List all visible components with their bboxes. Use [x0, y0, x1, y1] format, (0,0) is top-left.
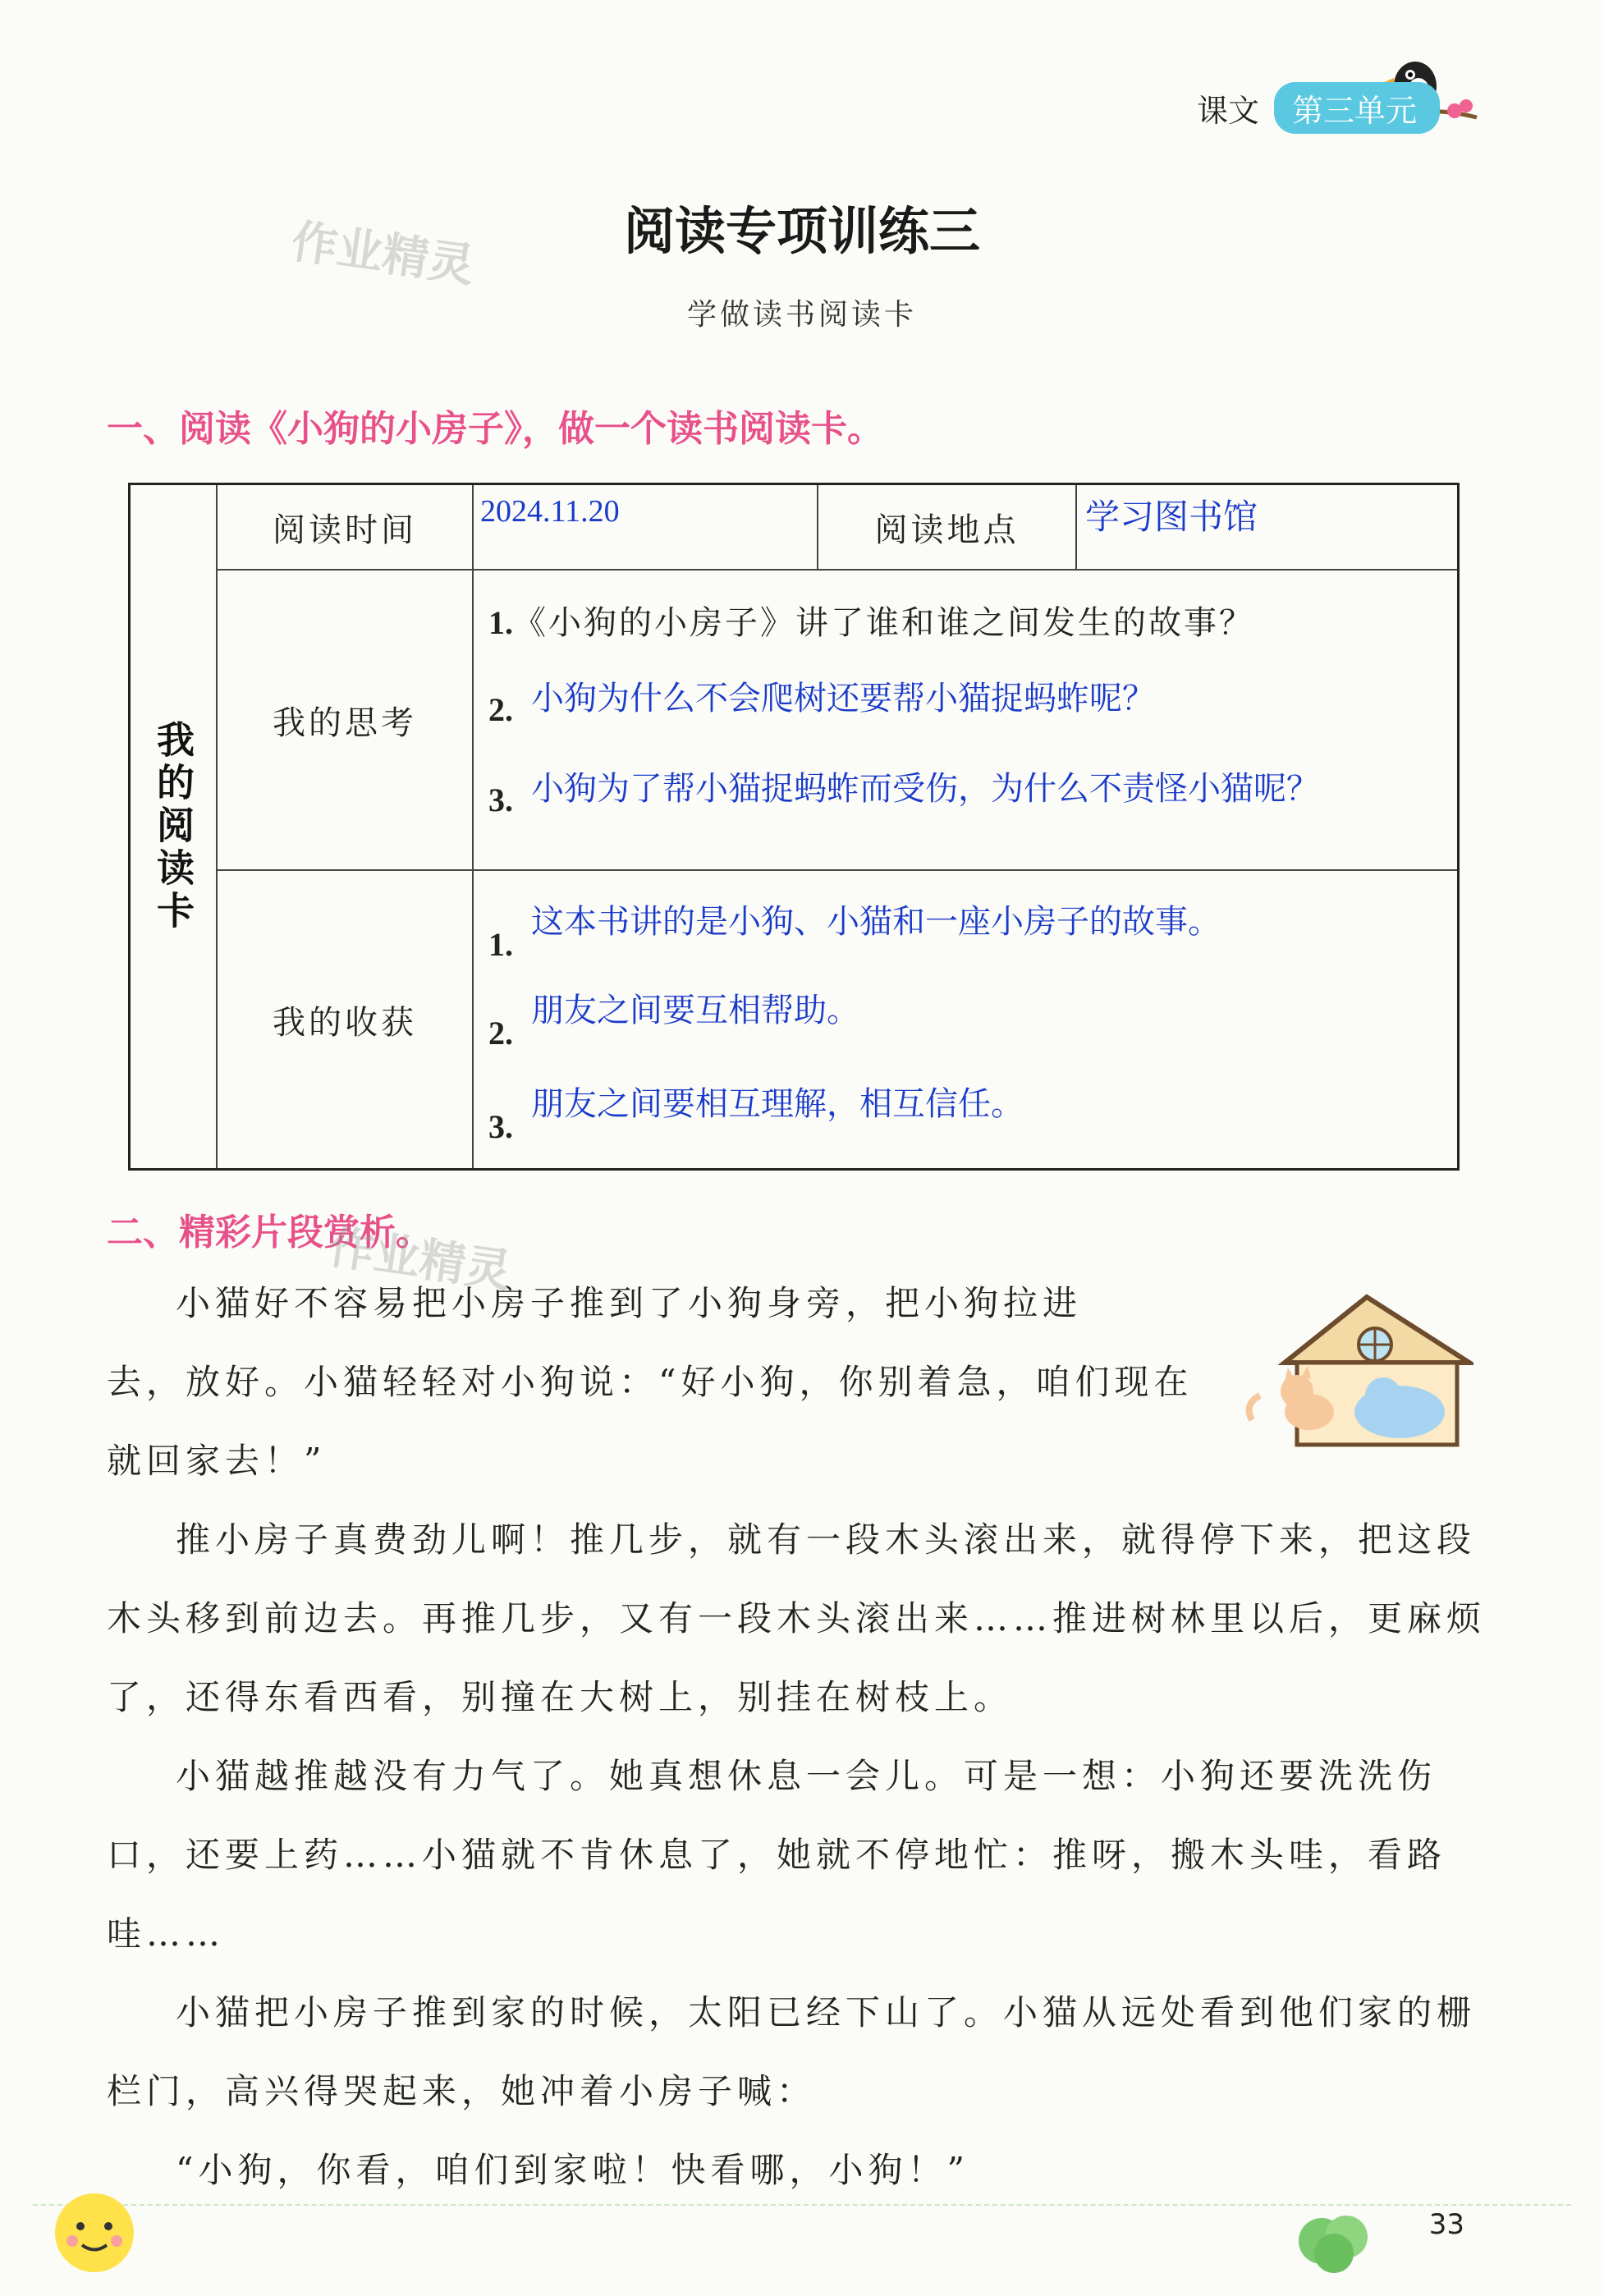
- item-answer: 朋友之间要相互理解，相互信任。: [531, 1085, 1024, 1123]
- item-number: 1.: [488, 604, 513, 641]
- time-value: 2024.11.20: [474, 485, 818, 569]
- tree-icon: [1289, 2208, 1379, 2282]
- gain-label: 我的收获: [218, 871, 474, 1168]
- passage-paragraph: 小猫越推越没有力气了。她真想休息一会儿。可是一想：小狗还要洗洗伤口，还要上药……小猫就不肯休息了，她就不停地忙：推呀，搬木头哇，看路哇……: [107, 1756, 1447, 1954]
- thinking-label: 我的思考: [218, 571, 474, 869]
- thinking-item: [488, 680, 1155, 731]
- item-answer: 朋友之间要互相帮助。: [531, 992, 859, 1029]
- time-place-row: [218, 485, 1457, 571]
- place-value: 学习图书馆: [1085, 497, 1258, 537]
- card-side-column: [131, 485, 218, 1168]
- thinking-row: [218, 571, 1457, 871]
- card-side-label: 我的阅读卡: [151, 720, 195, 933]
- reading-card-table: [128, 483, 1460, 1171]
- watermark-top: 作业精灵: [287, 214, 478, 294]
- section1-heading: 一、阅读《小狗的小房子》，做一个读书阅读卡。: [107, 408, 883, 450]
- footer-divider: [33, 2204, 1571, 2206]
- section2-heading: 二、精彩片段赏析。: [107, 1212, 432, 1253]
- gain-items: [474, 871, 1457, 1168]
- item-number: 1.: [488, 926, 513, 963]
- page-title: 阅读专项训练三: [623, 201, 980, 261]
- item-number: 2.: [488, 691, 513, 728]
- item-answer: 小狗为了帮小猫捉蚂蚱而受伤，为什么不责怪小猫呢？: [531, 770, 1319, 808]
- unit-header: [1197, 82, 1440, 134]
- card-main: [218, 485, 1457, 1168]
- item-answer: 这本书讲的是小狗、小猫和一座小房子的故事。: [531, 903, 1221, 941]
- gain-row: [218, 871, 1457, 1168]
- thinking-items: [474, 571, 1457, 869]
- passage-paragraph: 小猫把小房子推到家的时候，太阳已经下山了。小猫从远处看到他们家的栅栏门，高兴得哭起来，她冲着小房子喊：: [107, 1992, 1477, 2111]
- thinking-item: [488, 770, 1319, 821]
- item-number: 3.: [488, 1108, 513, 1145]
- item-text: 《小狗的小房子》讲了谁和谁之间发生的故事？: [513, 604, 1254, 642]
- gain-item: [488, 984, 859, 1052]
- passage-part1: [107, 1264, 1240, 1501]
- gain-item: [488, 1078, 1024, 1145]
- passage-line: 小猫好不容易把小房子推到了小狗身旁，把小狗拉进: [176, 1283, 1083, 1323]
- place-label: 阅读地点: [818, 485, 1077, 569]
- passage-paragraph: 推小房子真费劲儿啊！推几步，就有一段木头滚出来，就得停下来，把这段木头移到前边去。再推几步，又有一段木头滚出来……推进树林里以后，更麻烦了，还得东看西看，别撞在大树上，别挂在树枝上。: [107, 1519, 1487, 1717]
- unit-badge: 第三单元: [1274, 82, 1440, 134]
- item-answer: 小狗为什么不会爬树还要帮小猫捉蚂蚱呢？: [531, 680, 1155, 717]
- item-number: 2.: [488, 1015, 513, 1052]
- item-number: 3.: [488, 781, 513, 818]
- smiling-sun-icon: [33, 2167, 156, 2290]
- page-number: 33: [1428, 2208, 1464, 2241]
- cat-dog-house-illustration: [1235, 1289, 1473, 1453]
- watermark-mid: 作业精灵: [324, 1220, 515, 1299]
- passage-line: 去，放好。小猫轻轻对小狗说：“好小狗，你别着急，咱们现在: [107, 1362, 1194, 1402]
- gain-item: [488, 896, 1221, 963]
- thinking-item: [488, 597, 1254, 644]
- passage-part2: [107, 1501, 1486, 2210]
- lesson-label: 课文: [1196, 93, 1259, 129]
- passage-line: 就回家去！”: [107, 1441, 327, 1481]
- passage-paragraph: “小狗，你看，咱们到家啦！快看哪，小狗！”: [176, 2150, 969, 2190]
- page-subtitle: 学做读书阅读卡: [686, 298, 917, 332]
- time-label: 阅读时间: [218, 485, 474, 569]
